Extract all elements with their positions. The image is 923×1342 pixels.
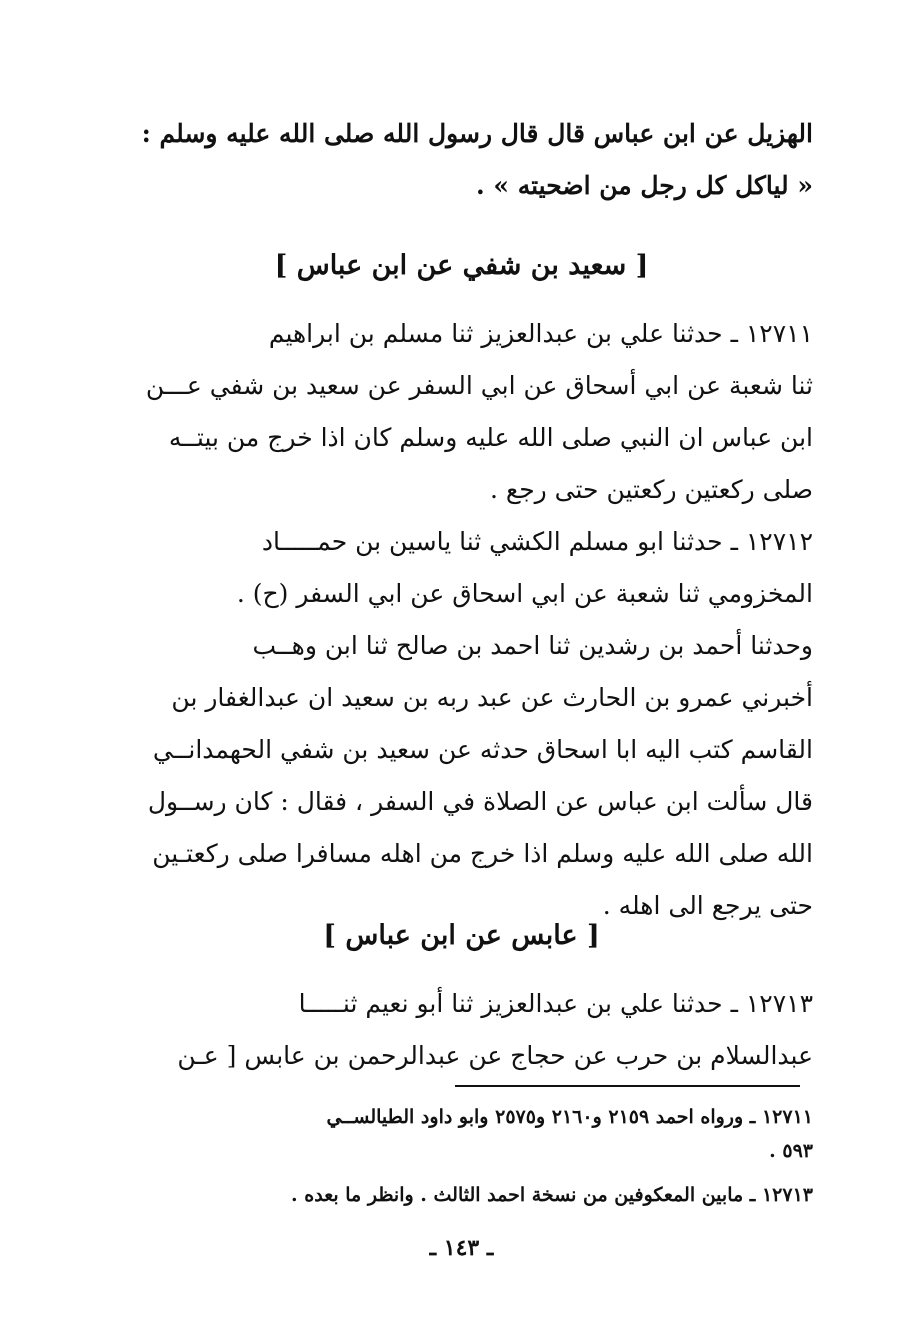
hadith-12713-line: ١٢٧١٣ ـ حدثنا علي بن عبدالعزيز ثنا أبو نعيم ثنـــــا xyxy=(298,989,813,1018)
footnote-line: ١٢٧١١ ـ ورواه احمد ٢١٥٩ و٢١٦٠ و٢٥٧٥ وابو داود الطيالســي xyxy=(326,1106,813,1128)
text-line: المخزومي ثنا شعبة عن ابي اسحاق عن ابي السفر (ح) . xyxy=(236,579,813,608)
text-line: الهزيل عن ابن عباس قال قال رسول الله صلى الله عليه وسلم : xyxy=(141,119,813,148)
section-body-saeed xyxy=(113,308,813,932)
text-line: حتى يرجع الى اهله . xyxy=(602,891,813,920)
text-line: قال سألت ابن عباس عن الصلاة في السفر ، فقال : كان رســول xyxy=(147,787,813,816)
text-line: عبدالسلام بن حرب عن حجاج عن عبدالرحمن بن عابس [ عـن xyxy=(177,1041,813,1070)
page-number: ـ ١٤٣ ـ xyxy=(429,1235,494,1261)
top-paragraph xyxy=(113,108,813,212)
footnote-divider xyxy=(455,1085,800,1087)
section-body-abis xyxy=(113,978,813,1082)
hadith-12711-line: ١٢٧١١ ـ حدثنا علي بن عبدالعزيز ثنا مسلم بن ابراهيم xyxy=(268,319,813,348)
text-line: « لياكل كل رجل من اضحيته » . xyxy=(475,171,813,200)
footnotes xyxy=(113,1100,813,1212)
footnote-line: ٥٩٣ . xyxy=(769,1140,813,1162)
text-line: ثنا شعبة عن ابي أسحاق عن ابي السفر عن سعيد بن شفي عـــن xyxy=(145,371,813,400)
text-line: أخبرني عمرو بن الحارث عن عبد ربه بن سعيد ان عبدالغفار بن xyxy=(171,683,813,712)
text-line: ابن عباس ان النبي صلى الله عليه وسلم كان اذا خرج من بيتــه xyxy=(168,423,813,452)
text-line: القاسم كتب اليه ابا اسحاق حدثه عن سعيد بن شفي الحهمدانــي xyxy=(152,735,813,764)
footnote-line: ١٢٧١٣ ـ مابين المعكوفين من نسخة احمد الثالث . وانظر ما بعده . xyxy=(291,1184,813,1206)
text-line: وحدثنا أحمد بن رشدين ثنا احمد بن صالح ثنا ابن وهــب xyxy=(252,631,813,660)
text-line: الله صلى الله عليه وسلم اذا خرج من اهله مسافرا صلى ركعتـين xyxy=(152,839,813,868)
section-heading-abis: [ عابس عن ابن عباس ] xyxy=(323,920,600,951)
section-heading-saeed: [ سعيد بن شفي عن ابن عباس ] xyxy=(274,250,649,281)
text-line: صلى ركعتين ركعتين حتى رجع . xyxy=(490,475,813,504)
hadith-12712-line: ١٢٧١٢ ـ حدثنا ابو مسلم الكشي ثنا ياسين بن حمـــــاد xyxy=(261,527,813,556)
